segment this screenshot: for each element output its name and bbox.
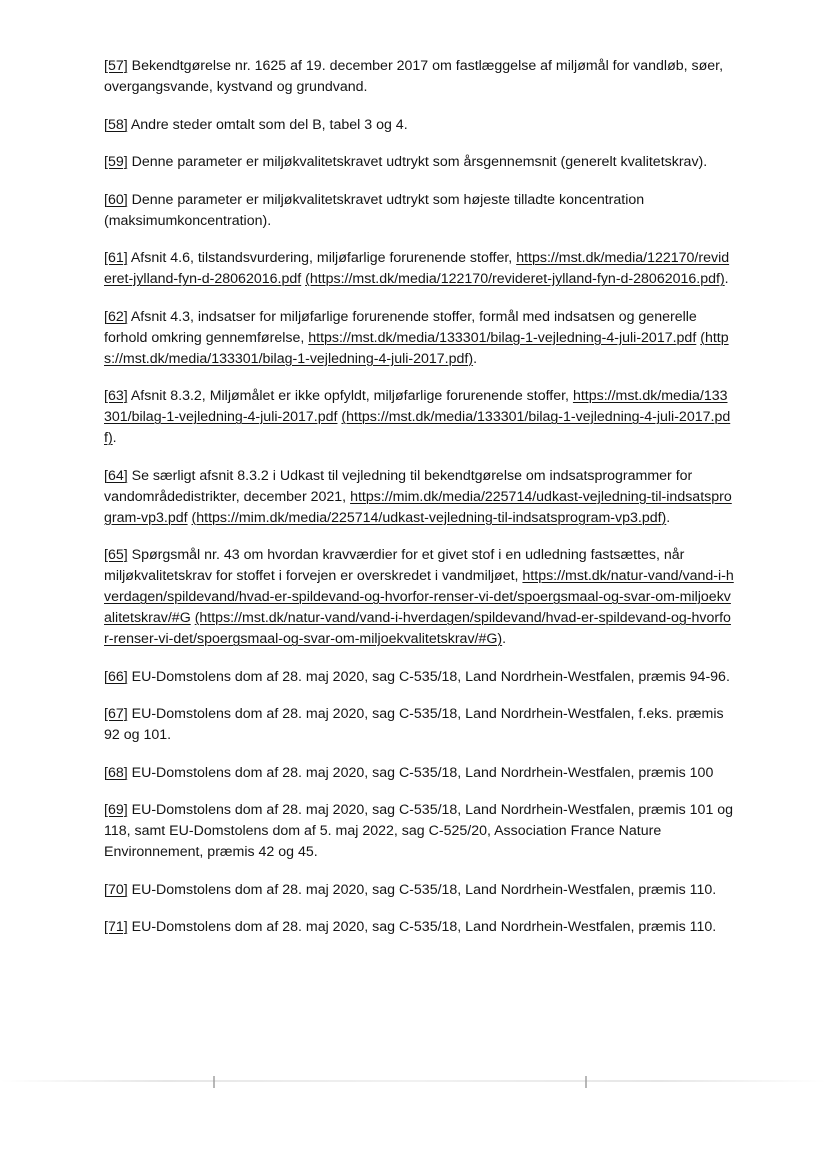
footnote-text: Afsnit 4.3, indsatser for miljøfarlige forurenende stoffer, formål med indsatsen og generelle forhold omkring gennemførelse,: [104, 308, 697, 346]
footnote-62: [104, 307, 734, 370]
footnote-ref-link[interactable]: [59]: [104, 154, 128, 170]
footnote-text: EU-Domstolens dom af 28. maj 2020, sag C-535/18, Land Nordrhein-Westfalen, præmis 94-96.: [127, 668, 730, 685]
footnote-tail: .: [473, 350, 478, 367]
footnote-tail: .: [112, 430, 117, 446]
page-break-scan-line: [0, 1080, 826, 1082]
footnote-text: Se særligt afsnit 8.3.2 i Udkast til vejledning til bekendtgørelse om indsatsprogrammer for vandområdedistrikter, december 2021,: [104, 467, 693, 505]
footnote-ref-link[interactable]: [63]: [104, 388, 128, 404]
footnote-url-link[interactable]: https://mst.dk/media/122170/revideret-jylland-fyn-d-28062016.pdf: [104, 250, 730, 287]
footnote-66: [104, 667, 734, 688]
footnote-67: [104, 704, 734, 746]
footnote-url-link[interactable]: https://mst.dk/media/133301/bilag-1-vejledning-4-juli-2017.pdf: [308, 329, 697, 346]
footnote-text: EU-Domstolens dom af 28. maj 2020, sag C-535/18, Land Nordrhein-Westfalen, præmis 110.: [127, 919, 717, 935]
footnote-ref-link[interactable]: [58]: [104, 116, 128, 133]
footnote-text: Denne parameter er miljøkvalitetskravet udtrykt som årsgennemsnit (generelt kvalitetskrav).: [127, 154, 708, 170]
footnote-text: Afsnit 8.3.2, Miljømålet er ikke opfyldt, miljøfarlige forurenende stoffer,: [127, 388, 573, 404]
footnote-57: [104, 56, 734, 98]
footnote-text: Andre steder omtalt som del B, tabel 3 og 4.: [127, 116, 408, 133]
footnote-text: EU-Domstolens dom af 28. maj 2020, sag C-535/18, Land Nordrhein-Westfalen, f.eks. præmis 92 og 101.: [104, 706, 724, 743]
footnote-ref-link[interactable]: [67]: [104, 706, 128, 722]
footnote-58: [104, 115, 734, 136]
footnote-61: [104, 248, 734, 290]
footnote-68: [104, 763, 734, 784]
footnote-ref-link[interactable]: [61]: [104, 250, 128, 266]
footnote-url-paren-link[interactable]: (https://mst.dk/natur-vand/vand-i-hverdagen/spildevand/hvad-er-spildevand-og-hvorfor-renser-vi-det/spoergsmaal-og-svar-om-miljoekvalitetskrav/#G): [104, 610, 731, 647]
footnote-63: [104, 386, 734, 449]
footnote-ref-link[interactable]: [68]: [104, 764, 128, 781]
footnote-text: Bekendtgørelse nr. 1625 af 19. december 2017 om fastlæggelse af miljømål for vandløb, søer, overgangsvande, kystvand og grundvand.: [104, 58, 724, 95]
footnote-url-paren-link[interactable]: (https://mst.dk/media/122170/revideret-jylland-fyn-d-28062016.pdf): [305, 271, 725, 287]
footnote-url-paren-link[interactable]: (https://mst.dk/media/133301/bilag-1-vejledning-4-juli-2017.pdf): [104, 409, 731, 446]
footnotes-page: [104, 56, 734, 955]
footnote-ref-link[interactable]: [60]: [104, 191, 128, 208]
footnote-ref-link[interactable]: [69]: [104, 802, 128, 818]
footnote-url-link[interactable]: https://mst.dk/media/133301/bilag-1-vejledning-4-juli-2017.pdf: [104, 388, 728, 425]
footnote-ref-link[interactable]: [57]: [104, 58, 128, 74]
footnote-ref-link[interactable]: [66]: [104, 668, 128, 685]
footnote-65: [104, 545, 734, 650]
footnote-ref-link[interactable]: [65]: [104, 547, 128, 563]
footnote-59: [104, 152, 734, 173]
footnote-71: [104, 917, 734, 938]
footnote-tail: .: [724, 271, 729, 287]
footnote-tail: .: [666, 509, 671, 526]
scan-artifact-mark: [585, 1076, 587, 1088]
footnote-69: [104, 800, 734, 863]
footnote-url-link[interactable]: https://mst.dk/natur-vand/vand-i-hverdagen/spildevand/hvad-er-spildevand-og-hvorfor-renser-vi-det/spoergsmaal-og-svar-om-miljoekvalitetskrav/#G: [104, 568, 734, 626]
footnote-text: EU-Domstolens dom af 28. maj 2020, sag C-535/18, Land Nordrhein-Westfalen, præmis 100: [127, 764, 714, 781]
footnote-text: EU-Domstolens dom af 28. maj 2020, sag C-535/18, Land Nordrhein-Westfalen, præmis 101 og 118, samt EU-Domstolens dom af 5. maj 2022, sag C-525/20, Association France Nature Environnement, præmis 42 og 45.: [104, 802, 734, 860]
footnote-text: Denne parameter er miljøkvalitetskravet udtrykt som højeste tilladte koncentration (maksimumkoncentration).: [104, 191, 645, 229]
footnote-url-paren-link[interactable]: (https://mim.dk/media/225714/udkast-vejledning-til-indsatsprogram-vp3.pdf): [191, 509, 667, 526]
footnote-60: [104, 190, 734, 232]
footnote-ref-link[interactable]: [70]: [104, 881, 128, 898]
footnote-url-link[interactable]: https://mim.dk/media/225714/udkast-vejledning-til-indsatsprogram-vp3.pdf: [104, 488, 732, 526]
footnote-ref-link[interactable]: [62]: [104, 308, 128, 325]
footnote-70: [104, 880, 734, 901]
footnote-url-paren-link[interactable]: (https://mst.dk/media/133301/bilag-1-vejledning-4-juli-2017.pdf): [104, 329, 729, 367]
scan-artifact-mark: [213, 1076, 215, 1088]
footnote-64: [104, 466, 734, 529]
footnote-tail: .: [502, 631, 507, 647]
footnote-ref-link[interactable]: [71]: [104, 919, 128, 935]
footnote-ref-link[interactable]: [64]: [104, 467, 128, 484]
footnote-text: Afsnit 4.6, tilstandsvurdering, miljøfarlige forurenende stoffer,: [127, 250, 517, 266]
footnote-text: EU-Domstolens dom af 28. maj 2020, sag C-535/18, Land Nordrhein-Westfalen, præmis 110.: [127, 881, 717, 898]
footnote-text: Spørgsmål nr. 43 om hvordan kravværdier for et givet stof i en udledning fastsættes, når miljøkvalitetskrav for stoffet i forvejen er overskredet i vandmiljøet,: [104, 547, 685, 584]
